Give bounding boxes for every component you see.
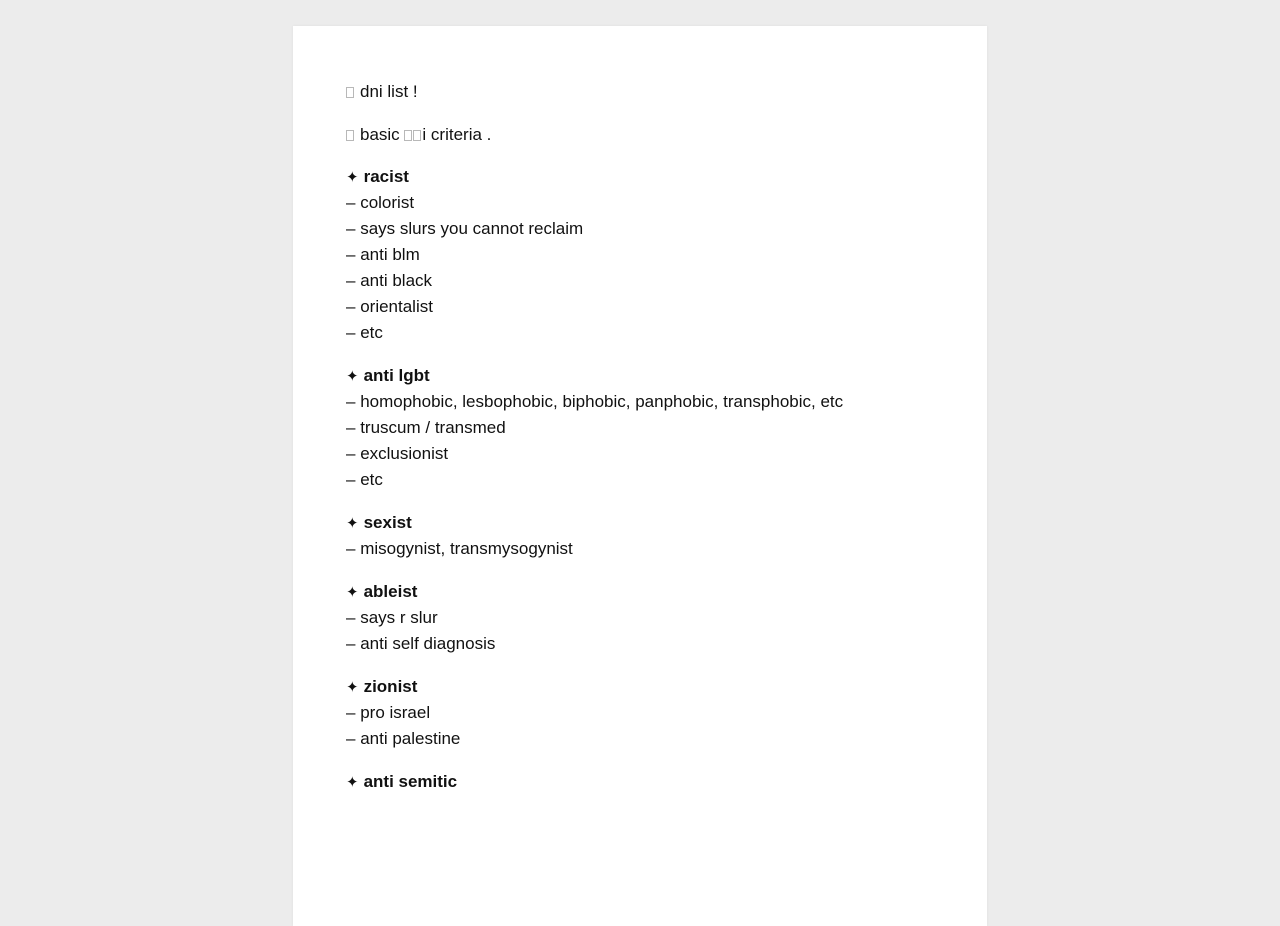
list-item-text: etc — [360, 470, 383, 489]
subtitle-prefix: basic — [360, 125, 400, 144]
list-item — [346, 190, 934, 216]
dash-bullet-icon: – — [346, 729, 356, 748]
section-anti-lgbt — [346, 363, 934, 493]
list-item — [346, 605, 934, 631]
list-item — [346, 415, 934, 441]
dash-bullet-icon: – — [346, 297, 356, 316]
missing-glyph-icon — [346, 87, 354, 98]
list-item-text: misogynist, transmysogynist — [360, 539, 573, 558]
list-item — [346, 320, 934, 346]
dash-bullet-icon: – — [346, 271, 356, 290]
dash-bullet-icon: – — [346, 418, 356, 437]
dash-bullet-icon: – — [346, 470, 356, 489]
list-item-text: truscum / transmed — [360, 418, 506, 437]
page-title — [346, 79, 934, 105]
dash-bullet-icon: – — [346, 219, 356, 238]
section-title — [346, 674, 934, 700]
section-title-text: anti lgbt — [363, 366, 430, 385]
list-item-text: exclusionist — [360, 444, 449, 463]
list-item — [346, 726, 934, 752]
dash-bullet-icon: – — [346, 323, 356, 342]
list-item-text: anti black — [360, 271, 433, 290]
sparkle-star-icon: ✦ — [346, 514, 359, 532]
dash-bullet-icon: – — [346, 608, 356, 627]
section-title — [346, 164, 934, 190]
missing-glyph-icon — [413, 130, 421, 141]
dash-bullet-icon: – — [346, 539, 356, 558]
sparkle-star-icon: ✦ — [346, 168, 359, 186]
sparkle-star-icon: ✦ — [346, 367, 359, 385]
criteria-sections — [346, 164, 934, 795]
list-item-text: says r slur — [360, 608, 438, 627]
section-anti-semitic — [346, 769, 934, 795]
section-title-text: ableist — [363, 582, 418, 601]
dash-bullet-icon: – — [346, 703, 356, 722]
document-content — [293, 26, 987, 795]
section-ableist — [346, 579, 934, 657]
sparkle-star-icon: ✦ — [346, 678, 359, 696]
list-item — [346, 294, 934, 320]
dash-bullet-icon: – — [346, 444, 356, 463]
list-item-text: homophobic, lesbophobic, biphobic, panphobic, transphobic, etc — [360, 392, 844, 411]
section-title — [346, 510, 934, 536]
section-racist — [346, 164, 934, 346]
list-item-text: etc — [360, 323, 383, 342]
list-item — [346, 216, 934, 242]
section-title — [346, 769, 934, 795]
list-item — [346, 631, 934, 657]
list-item-text: says slurs you cannot reclaim — [360, 219, 584, 238]
dash-bullet-icon: – — [346, 634, 356, 653]
dash-bullet-icon: – — [346, 245, 356, 264]
section-title-text: sexist — [363, 513, 412, 532]
section-sexist — [346, 510, 934, 562]
section-title — [346, 579, 934, 605]
list-item — [346, 467, 934, 493]
section-title-text: racist — [363, 167, 409, 186]
subtitle-suffix: i criteria . — [422, 125, 492, 144]
missing-glyph-icon — [346, 130, 354, 141]
section-title-text: zionist — [363, 677, 418, 696]
list-item-text: orientalist — [360, 297, 433, 316]
title-text: dni list ! — [360, 82, 418, 101]
list-item-text: anti palestine — [360, 729, 461, 748]
list-item — [346, 700, 934, 726]
section-title — [346, 363, 934, 389]
criteria-heading — [346, 122, 934, 148]
section-zionist — [346, 674, 934, 752]
document-page — [293, 26, 987, 926]
list-item — [346, 242, 934, 268]
list-item — [346, 268, 934, 294]
sparkle-star-icon: ✦ — [346, 773, 359, 791]
list-item-text: pro israel — [360, 703, 431, 722]
section-title-text: anti semitic — [363, 772, 458, 791]
list-item-text: anti self diagnosis — [360, 634, 496, 653]
list-item-text: colorist — [360, 193, 415, 212]
dash-bullet-icon: – — [346, 193, 356, 212]
list-item — [346, 441, 934, 467]
list-item — [346, 389, 934, 415]
list-item — [346, 536, 934, 562]
missing-glyph-icon — [404, 130, 412, 141]
sparkle-star-icon: ✦ — [346, 583, 359, 601]
list-item-text: anti blm — [360, 245, 420, 264]
dash-bullet-icon: – — [346, 392, 356, 411]
